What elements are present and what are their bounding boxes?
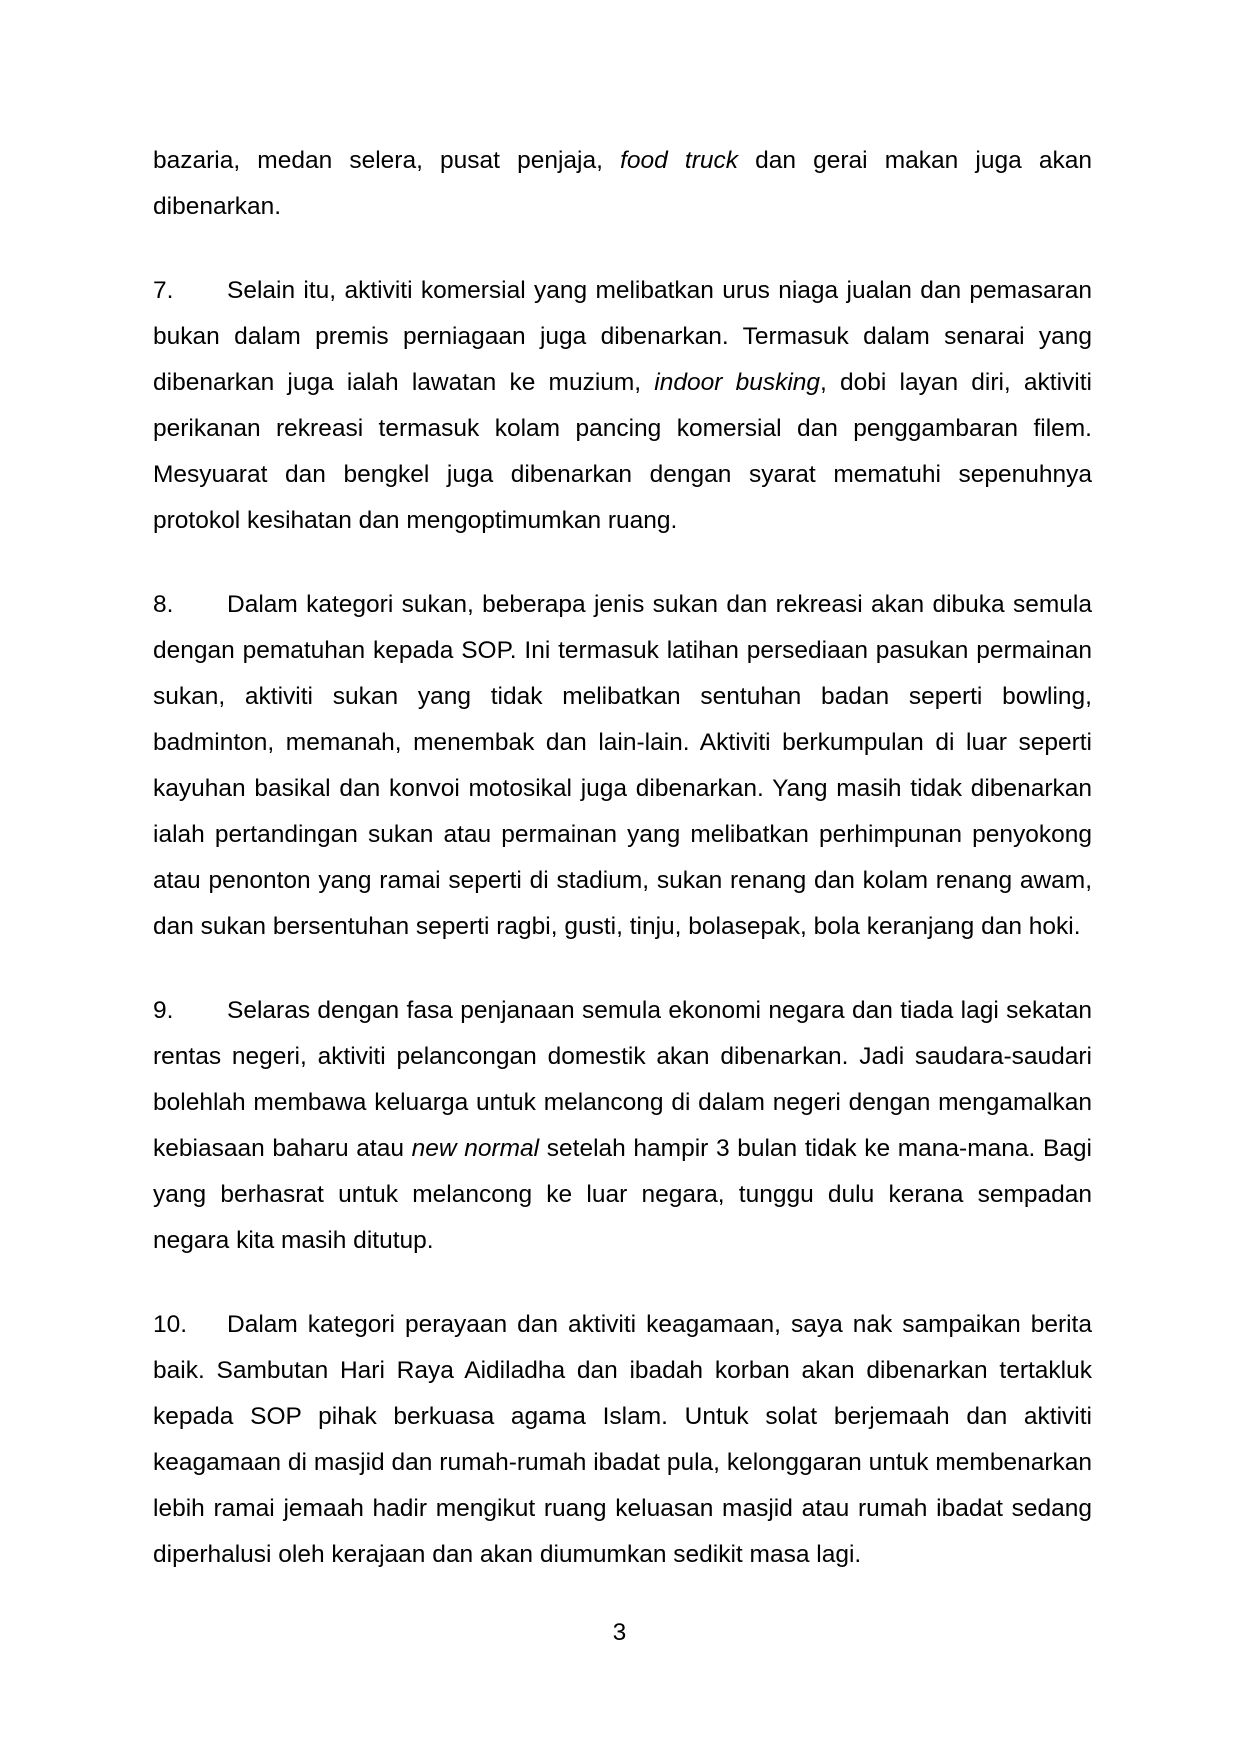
paragraph-number: 8. (153, 591, 174, 618)
paragraph-number: 10. (153, 1311, 188, 1338)
text-run-italic: indoor busking (654, 369, 821, 396)
paragraph-number: 7. (153, 277, 174, 304)
paragraph-number: 9. (153, 997, 174, 1024)
page-content (153, 138, 1092, 1616)
paragraph-8 (153, 582, 1092, 950)
paragraph-9 (153, 988, 1092, 1264)
page-number: 3 (612, 1619, 627, 1646)
text-run: Dalam kategori perayaan dan aktiviti keagamaan, saya nak sampaikan berita baik. Sambutan Hari Raya Aidiladha dan ibadah korban akan dibenarkan tertakluk kepada SOP pihak berkuasa agama Islam. Untuk solat berjemaah dan aktiviti keagamaan di masjid dan rumah-rumah ibadat pula, kelonggaran untuk membenarkan lebih ramai jemaah hadir mengikut ruang keluasan masjid atau rumah ibadat sedang diperhalusi oleh kerajaan dan akan diumumkan sedikit masa lagi. (153, 1311, 1092, 1568)
text-run: bazaria, medan selera, pusat penjaja, (153, 147, 621, 174)
paragraph-7 (153, 268, 1092, 544)
text-run: Dalam kategori sukan, beberapa jenis sukan dan rekreasi akan dibuka semula dengan pematuhan kepada SOP. Ini termasuk latihan persediaan pasukan permainan sukan, aktiviti sukan yang tidak melibatkan sentuhan badan seperti bowling, badminton, memanah, menembak dan lain-lain. Aktiviti berkumpulan di luar seperti kayuhan basikal dan konvoi motosikal juga dibenarkan. Yang masih tidak dibenarkan ialah pertandingan sukan atau permainan yang melibatkan perhimpunan penyokong atau penonton yang ramai seperti di stadium, sukan renang dan kolam renang awam, dan sukan bersentuhan seperti ragbi, gusti, tinju, bolasepak, bola keranjang dan hoki. (153, 591, 1092, 940)
text-run: , dobi layan diri, aktiviti perikanan rekreasi termasuk kolam pancing komersial dan penggambaran filem. Mesyuarat dan bengkel juga dibenarkan dengan syarat mematuhi sepenuhnya protokol kesihatan dan mengoptimumkan ruang. (153, 369, 1092, 534)
text-run: Selain itu, aktiviti komersial yang melibatkan urus niaga jualan dan pemasaran bukan dalam premis perniagaan juga dibenarkan. Termasuk dalam senarai yang dibenarkan juga ialah lawatan ke muzium, (153, 277, 1092, 396)
text-run: dan gerai makan juga akan dibenarkan. (153, 147, 1093, 220)
text-run: setelah hampir 3 bulan tidak ke mana-mana. Bagi yang berhasrat untuk melancong ke luar negara, tunggu dulu kerana sempadan negara kita masih ditutup. (153, 1135, 1092, 1254)
paragraph-continuation (153, 138, 1092, 230)
text-run-italic: new normal (411, 1135, 540, 1162)
paragraph-10 (153, 1302, 1092, 1578)
text-run: Selaras dengan fasa penjanaan semula ekonomi negara dan tiada lagi sekatan rentas negeri, aktiviti pelancongan domestik akan dibenarkan. Jadi saudara-saudari bolehlah membawa keluarga untuk melancong di dalam negeri dengan mengamalkan kebiasaan baharu atau (153, 997, 1092, 1162)
page-footer (0, 1618, 1239, 1648)
text-run-italic: food truck (620, 147, 738, 174)
